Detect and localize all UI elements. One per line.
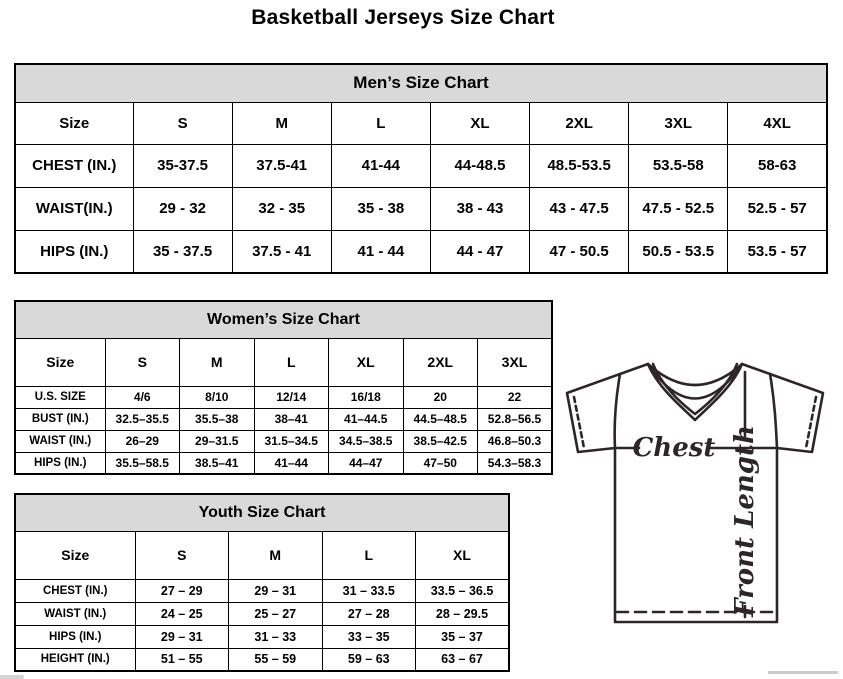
size-value-cell: 44 - 47 [430,230,529,273]
column-header-xl: XL [329,338,404,386]
column-header-3xl: 3XL [629,102,728,144]
size-value-cell: 8/10 [180,386,255,408]
size-value-cell: 35.5–58.5 [105,452,180,474]
row-label: BUST (IN.) [15,408,105,430]
table-title: Youth Size Chart [15,494,509,531]
size-value-cell: 37.5-41 [232,144,331,187]
row-label: WAIST (IN.) [15,602,135,625]
size-value-cell: 38 - 43 [430,187,529,230]
size-header-label: Size [15,102,133,144]
size-value-cell: 58-63 [728,144,827,187]
mens-size-table [14,63,828,274]
size-value-cell: 32 - 35 [232,187,331,230]
size-value-cell: 53.5-58 [629,144,728,187]
column-header-2xl: 2XL [403,338,478,386]
size-value-cell: 29 – 31 [135,625,229,648]
column-header-xl: XL [430,102,529,144]
jersey-sleeve-right [770,374,823,452]
size-header-label: Size [15,338,105,386]
size-value-cell: 46.8–50.3 [478,430,553,452]
row-label: HIPS (IN.) [15,452,105,474]
jersey-armhole-right [770,374,777,448]
column-header-s: S [135,531,229,579]
column-header-m: M [180,338,255,386]
size-value-cell: 27 – 28 [322,602,416,625]
column-header-m: M [232,102,331,144]
row-label: HIPS (IN.) [15,625,135,648]
size-value-cell: 35-37.5 [133,144,232,187]
row-label: CHEST (IN.) [15,579,135,602]
size-value-cell: 12/14 [254,386,329,408]
table-title: Women’s Size Chart [15,301,552,338]
size-value-cell: 4/6 [105,386,180,408]
size-value-cell: 44.5–48.5 [403,408,478,430]
size-value-cell: 47 - 50.5 [530,230,629,273]
row-label: WAIST(IN.) [15,187,133,230]
jersey-sleeve-left [567,374,620,452]
womens-size-table [14,300,553,475]
size-value-cell: 38–41 [254,408,329,430]
row-label: CHEST (IN.) [15,144,133,187]
page-title: Basketball Jerseys Size Chart [251,6,555,29]
size-value-cell: 27 – 29 [135,579,229,602]
youth-size-table [14,493,510,672]
row-label: HIPS (IN.) [15,230,133,273]
size-value-cell: 26–29 [105,430,180,452]
size-value-cell: 28 – 29.5 [416,602,510,625]
size-value-cell: 44-48.5 [430,144,529,187]
size-value-cell: 35 - 38 [331,187,430,230]
size-value-cell: 53.5 - 57 [728,230,827,273]
jersey-vneck-outer [648,364,742,420]
chest-label: Chest [632,433,716,463]
size-value-cell: 63 – 67 [416,648,510,671]
size-value-cell: 29 – 31 [229,579,323,602]
row-label: WAIST (IN.) [15,430,105,452]
size-value-cell: 41–44 [254,452,329,474]
column-header-l: L [322,531,416,579]
jersey-outline-drawing [558,358,843,673]
size-value-cell: 35 - 37.5 [133,230,232,273]
column-header-s: S [105,338,180,386]
size-value-cell: 38.5–42.5 [403,430,478,452]
column-header-s: S [133,102,232,144]
size-value-cell: 47–50 [403,452,478,474]
size-value-cell: 51 – 55 [135,648,229,671]
column-header-l: L [331,102,430,144]
size-value-cell: 59 – 63 [322,648,416,671]
column-header-xl: XL [416,531,510,579]
row-label: HEIGHT (IN.) [15,648,135,671]
size-value-cell: 35.5–38 [180,408,255,430]
size-value-cell: 24 – 25 [135,602,229,625]
size-value-cell: 48.5-53.5 [530,144,629,187]
size-value-cell: 41-44 [331,144,430,187]
jersey-armhole-left [615,374,620,448]
size-value-cell: 54.3–58.3 [478,452,553,474]
jersey-shoulders [620,364,770,374]
size-value-cell: 22 [478,386,553,408]
scrollbar-fragment-left [0,675,24,679]
row-label: U.S. SIZE [15,386,105,408]
size-value-cell: 29 - 32 [133,187,232,230]
size-value-cell: 44–47 [329,452,404,474]
table-title: Men’s Size Chart [15,64,827,102]
column-header-2xl: 2XL [530,102,629,144]
size-value-cell: 34.5–38.5 [329,430,404,452]
size-value-cell: 52.5 - 57 [728,187,827,230]
column-header-l: L [254,338,329,386]
size-value-cell: 38.5–41 [180,452,255,474]
size-value-cell: 29–31.5 [180,430,255,452]
column-header-3xl: 3XL [478,338,553,386]
jersey-measurement-diagram [558,358,843,673]
size-value-cell: 41–44.5 [329,408,404,430]
front-length-label: Front Length [730,425,760,617]
size-value-cell: 31 – 33 [229,625,323,648]
scrollbar-fragment-right [768,671,838,674]
size-value-cell: 47.5 - 52.5 [629,187,728,230]
size-value-cell: 35 – 37 [416,625,510,648]
size-value-cell: 55 – 59 [229,648,323,671]
size-value-cell: 33.5 – 36.5 [416,579,510,602]
size-value-cell: 32.5–35.5 [105,408,180,430]
size-value-cell: 52.8–56.5 [478,408,553,430]
size-value-cell: 43 - 47.5 [530,187,629,230]
column-header-4xl: 4XL [728,102,827,144]
size-value-cell: 31.5–34.5 [254,430,329,452]
size-value-cell: 31 – 33.5 [322,579,416,602]
jersey-collar-arc-2 [650,367,740,399]
size-value-cell: 33 – 35 [322,625,416,648]
size-value-cell: 25 – 27 [229,602,323,625]
size-header-label: Size [15,531,135,579]
size-value-cell: 16/18 [329,386,404,408]
size-value-cell: 37.5 - 41 [232,230,331,273]
column-header-m: M [229,531,323,579]
size-value-cell: 50.5 - 53.5 [629,230,728,273]
size-value-cell: 41 - 44 [331,230,430,273]
size-value-cell: 20 [403,386,478,408]
